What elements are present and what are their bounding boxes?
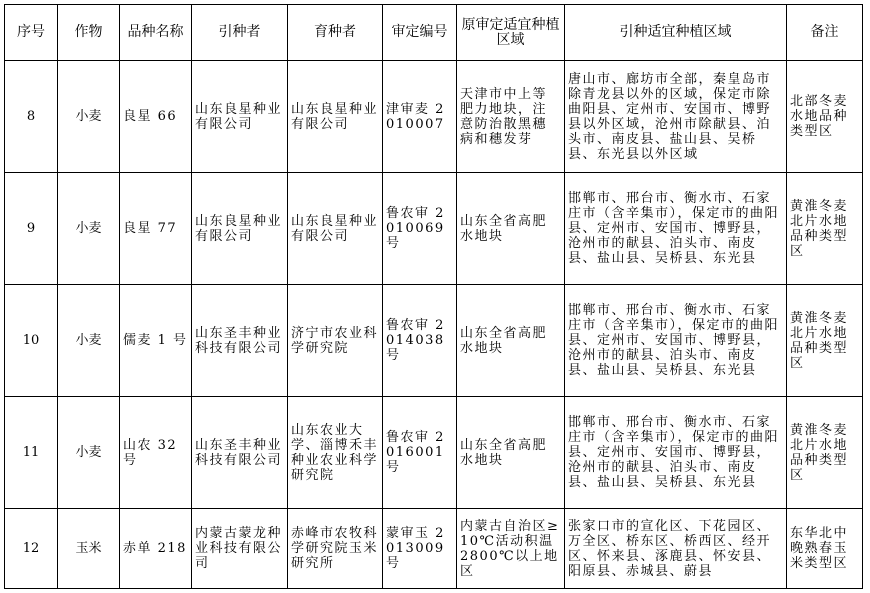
header-breeder: 育种者 (288, 5, 383, 61)
cell-variety: 良星 77 (120, 173, 192, 285)
cell-variety: 良星 66 (120, 61, 192, 173)
cell-crop: 小麦 (58, 285, 120, 397)
cell-orig-region: 山东全省高肥水地块 (457, 397, 565, 509)
cell-intro-region: 邯郸市、邢台市、衡水市、石家庄市（含辛集市），保定市的曲阳县、定州市、安国市、博野县，沧州市的献县、泊头市、南皮县、盐山县、吴桥县、东光县 (565, 173, 787, 285)
cell-seq: 9 (5, 173, 58, 285)
cell-breeder: 山东农业大学、淄博禾丰种业农业科学研究院 (288, 397, 383, 509)
cell-orig-region: 天津市中上等肥力地块，注意防治散黑穗病和穗发芽 (457, 61, 565, 173)
cell-intro-region: 张家口市的宣化区、下花园区、万全区、桥东区、桥西区、经开区、怀来县、涿鹿县、怀安县、阳原县、赤城县、蔚县 (565, 509, 787, 589)
cell-orig-region: 山东全省高肥水地块 (457, 285, 565, 397)
cell-introducer: 山东圣丰种业科技有限公司 (192, 397, 288, 509)
cell-approval-no: 蒙审玉 2013009 号 (383, 509, 457, 589)
cell-orig-region: 山东全省高肥水地块 (457, 173, 565, 285)
cell-approval-no: 津审麦 2010007 (383, 61, 457, 173)
cell-crop: 小麦 (58, 397, 120, 509)
header-seq: 序号 (5, 5, 58, 61)
cell-approval-no: 鲁农审 2016001 号 (383, 397, 457, 509)
cell-note: 东华北中晚熟春玉米类型区 (787, 509, 863, 589)
cell-variety: 儒麦 1 号 (120, 285, 192, 397)
cell-crop: 小麦 (58, 61, 120, 173)
cell-note: 黄淮冬麦北片水地品种类型区 (787, 397, 863, 509)
cell-seq: 8 (5, 61, 58, 173)
table-row (5, 61, 863, 173)
table-row (5, 397, 863, 509)
header-introducer: 引种者 (192, 5, 288, 61)
table-row (5, 509, 863, 589)
header-orig-region: 原审定适宜种植区域 (457, 5, 565, 61)
cell-seq: 11 (5, 397, 58, 509)
cell-approval-no: 鲁农审 2010069 号 (383, 173, 457, 285)
cell-breeder: 济宁市农业科学研究院 (288, 285, 383, 397)
variety-table (4, 4, 863, 589)
cell-approval-no: 鲁农审 2014038 号 (383, 285, 457, 397)
cell-breeder: 赤峰市农牧科学研究院玉米研究所 (288, 509, 383, 589)
cell-breeder: 山东良星种业有限公司 (288, 173, 383, 285)
cell-crop: 小麦 (58, 173, 120, 285)
header-row (5, 5, 863, 61)
cell-intro-region: 邯郸市、邢台市、衡水市、石家庄市（含辛集市），保定市的曲阳县、定州市、安国市、博野县，沧州市的献县、泊头市、南皮县、盐山县、吴桥县、东光县 (565, 285, 787, 397)
cell-breeder: 山东良星种业有限公司 (288, 61, 383, 173)
table-row (5, 173, 863, 285)
header-approval-no: 审定编号 (383, 5, 457, 61)
header-note: 备注 (787, 5, 863, 61)
cell-note: 黄淮冬麦北片水地品种类型区 (787, 173, 863, 285)
cell-introducer: 内蒙古蒙龙种业科技有限公司 (192, 509, 288, 589)
header-intro-region: 引种适宜种植区域 (565, 5, 787, 61)
cell-orig-region: 内蒙古自治区≥10℃活动积温 2800℃以上地区 (457, 509, 565, 589)
cell-note: 北部冬麦水地品种类型区 (787, 61, 863, 173)
cell-introducer: 山东良星种业有限公司 (192, 61, 288, 173)
cell-variety: 山农 32 号 (120, 397, 192, 509)
cell-intro-region: 唐山市、廊坊市全部，秦皇岛市除青龙县以外的区域，保定市除曲阳县、定州市、安国市、博野县以外区域，沧州市除献县、泊头市、南皮县、盐山县、吴桥县、东光县以外区域 (565, 61, 787, 173)
cell-seq: 12 (5, 509, 58, 589)
header-crop: 作物 (58, 5, 120, 61)
cell-variety: 赤单 218 (120, 509, 192, 589)
cell-intro-region: 邯郸市、邢台市、衡水市、石家庄市（含辛集市），保定市的曲阳县、定州市、安国市、博野县，沧州市的献县、泊头市、南皮县、盐山县、吴桥县、东光县 (565, 397, 787, 509)
table-row (5, 285, 863, 397)
cell-note: 黄淮冬麦北片水地品种类型区 (787, 285, 863, 397)
cell-seq: 10 (5, 285, 58, 397)
cell-crop: 玉米 (58, 509, 120, 589)
header-variety: 品种名称 (120, 5, 192, 61)
cell-introducer: 山东圣丰种业科技有限公司 (192, 285, 288, 397)
cell-introducer: 山东良星种业有限公司 (192, 173, 288, 285)
